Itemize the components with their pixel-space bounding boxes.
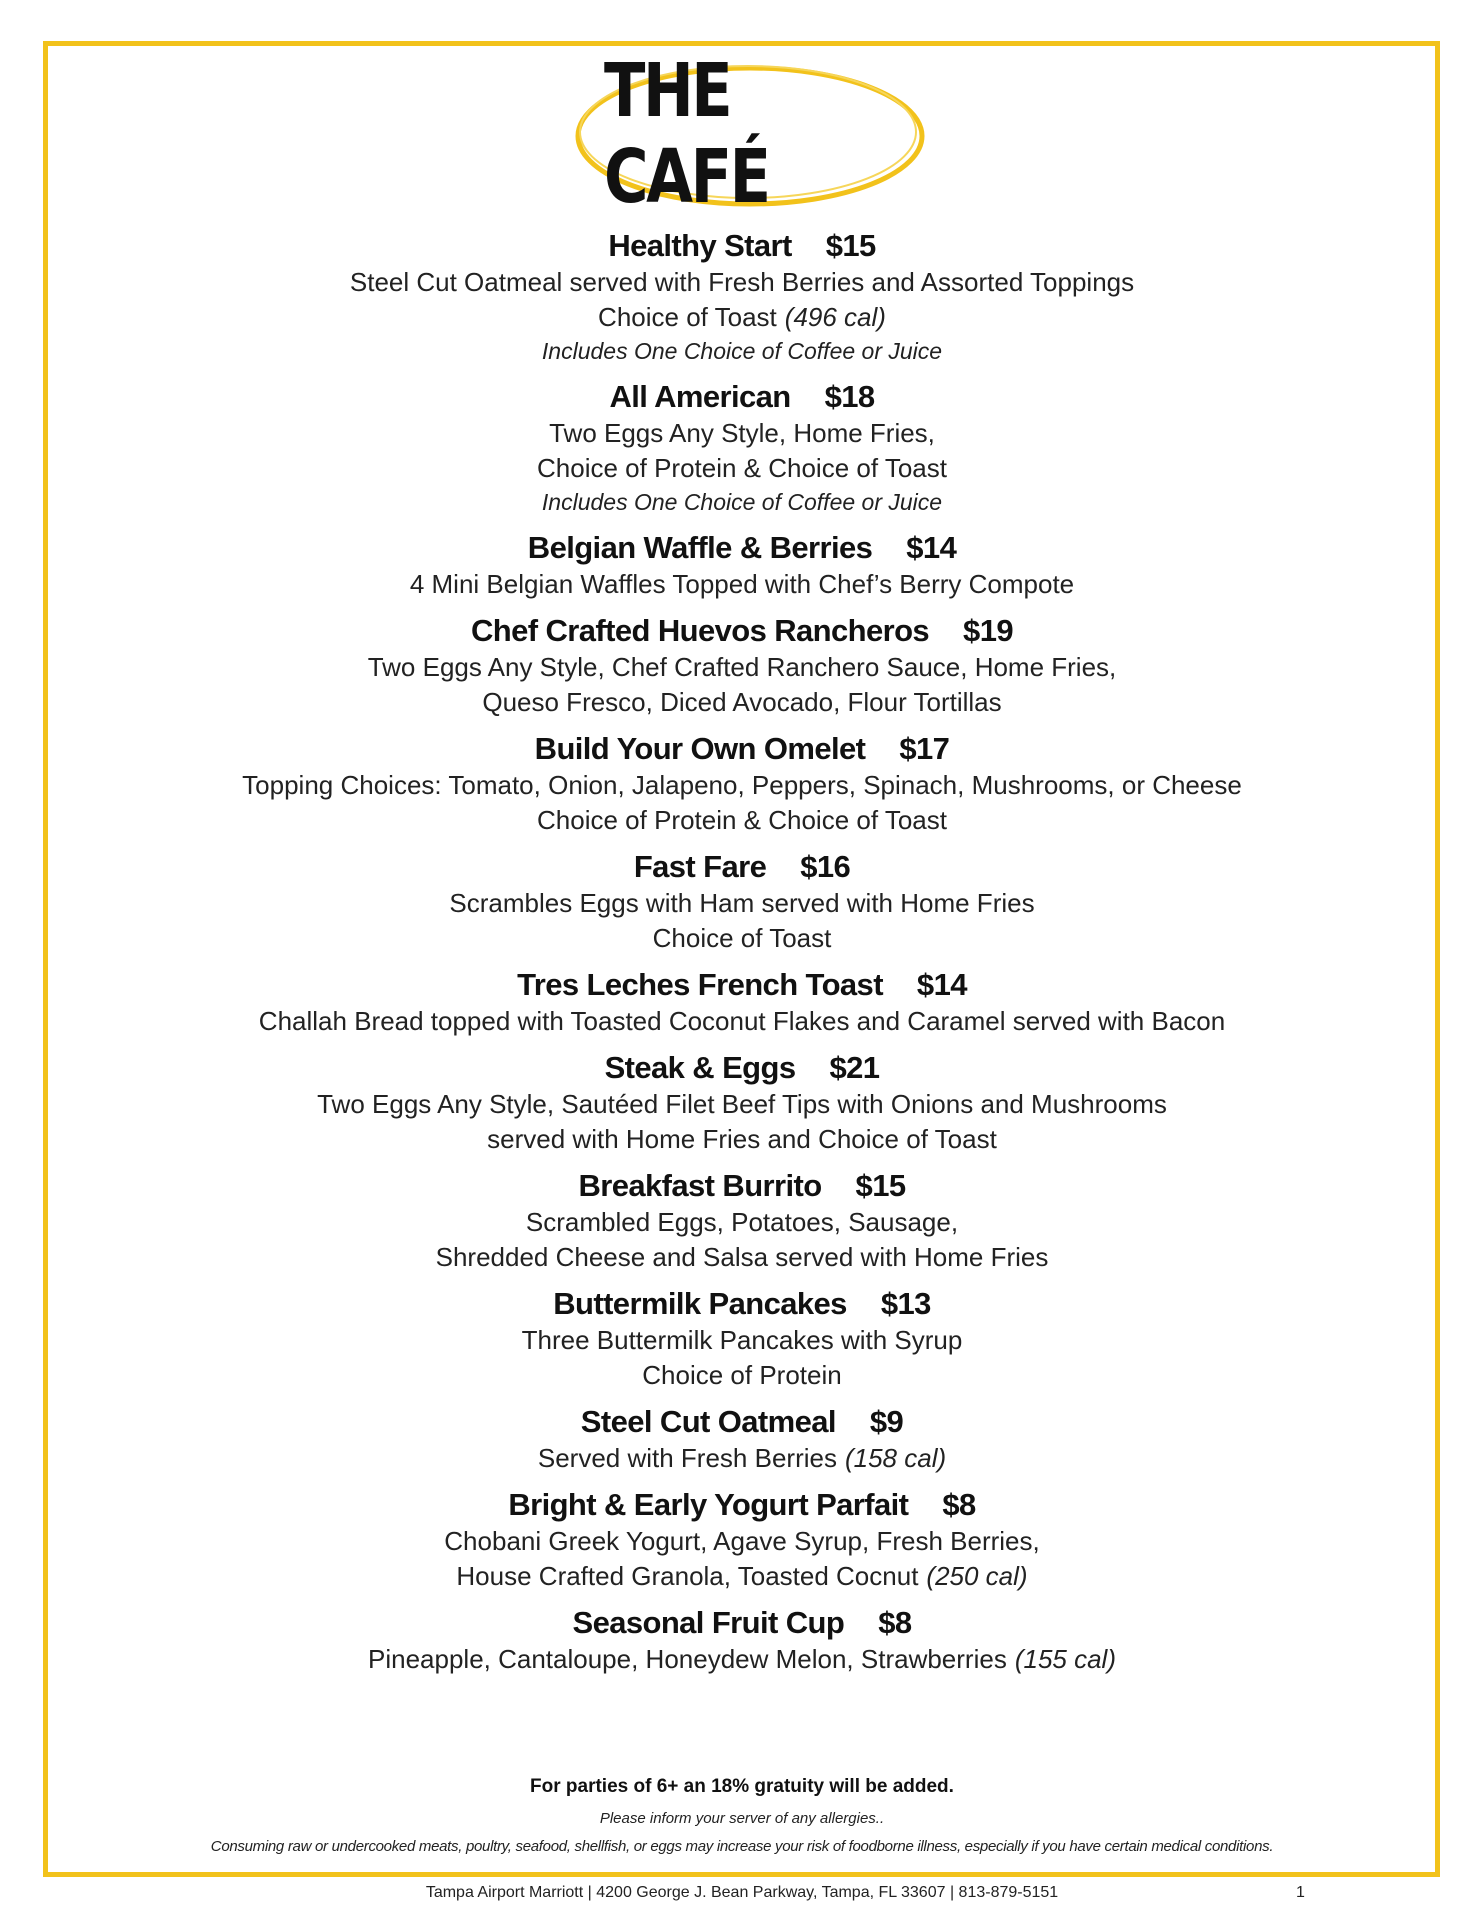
menu-item-price: $8 [942,1487,976,1522]
menu-item [48,1285,1436,1393]
menu-item [48,1403,1436,1476]
menu-item-heading [48,1403,1436,1441]
menu-item-name: All American [609,379,791,414]
menu-item [48,612,1436,720]
menu-item-price: $13 [880,1286,931,1321]
menu-item-name: Tres Leches French Toast [517,967,883,1002]
menu-item [48,529,1436,602]
menu-item-description [48,685,1436,720]
menu-item-description [48,768,1436,803]
description-text: Choice of Toast [652,923,832,953]
menu-item-note: Includes One Choice of Coffee or Juice [541,338,943,364]
restaurant-address: Tampa Airport Marriott | 4200 George J. Bean Parkway, Tampa, FL 33607 | 813-879-5151 [425,1884,1059,1901]
menu-item-description [48,1559,1436,1594]
menu-item-price: $16 [800,849,851,884]
description-text: Choice of Protein & Choice of Toast [537,453,947,483]
menu-item-name: Chef Crafted Huevos Rancheros [471,613,930,648]
menu-item-description [48,921,1436,956]
description-text: Choice of Protein & Choice of Toast [537,805,947,835]
menu-item-heading [48,612,1436,650]
menu-item-description [48,1358,1436,1393]
menu-item-heading [48,529,1436,567]
menu-item-heading [48,848,1436,886]
cafe-logo [572,48,928,220]
menu-item-description [48,1441,1436,1476]
calorie-count: (158 cal) [844,1443,947,1473]
menu-item [48,966,1436,1039]
description-text: Choice of Protein [642,1360,842,1390]
description-text: Pineapple, Cantaloupe, Honeydew Melon, Strawberries [368,1644,1007,1674]
description-text: served with Home Fries and Choice of Toast [487,1124,997,1154]
gratuity-notice: For parties of 6+ an 18% gratuity will be added. [530,1776,954,1797]
menu-item-price: $14 [916,967,967,1002]
menu-item-heading [48,1604,1436,1642]
menu-item-description [48,803,1436,838]
menu-item-name: Healthy Start [608,228,792,263]
menu-item-price: $18 [824,379,875,414]
menu-item-note: Includes One Choice of Coffee or Juice [541,489,943,515]
description-text: Two Eggs Any Style, Chef Crafted Ranchero Sauce, Home Fries, [367,652,1117,682]
menu-item-price: $15 [855,1168,906,1203]
menu-item-heading [48,1167,1436,1205]
description-text: Two Eggs Any Style, Home Fries, [549,418,935,448]
menu-item-heading [48,1285,1436,1323]
menu-item-description [48,300,1436,335]
menu-item [48,227,1436,368]
calorie-count: (250 cal) [926,1561,1028,1591]
menu-item-price: $9 [869,1404,904,1439]
menu-item-name: Steel Cut Oatmeal [580,1404,836,1439]
description-text: Three Buttermilk Pancakes with Syrup [521,1325,963,1355]
description-text: Steel Cut Oatmeal served with Fresh Berries and Assorted Toppings [349,267,1135,297]
allergy-notice: Please inform your server of any allergies.. [599,1810,885,1827]
menu-item-description [48,1642,1436,1677]
menu-item-description [48,1524,1436,1559]
menu-item-description [48,886,1436,921]
menu-item-description [48,265,1436,300]
menu-item-name: Belgian Waffle & Berries [527,530,873,565]
description-text: 4 Mini Belgian Waffles Topped with Chef’s Berry Compote [409,569,1075,599]
menu-item-name: Build Your Own Omelet [534,731,866,766]
menu-item [48,1049,1436,1157]
description-text: Chobani Greek Yogurt, Agave Syrup, Fresh Berries, [444,1526,1040,1556]
calorie-count: (496 cal) [784,302,886,332]
menu-item-description [48,1087,1436,1122]
description-text: Topping Choices: Tomato, Onion, Jalapeno, Peppers, Spinach, Mushrooms, or Cheese [242,770,1242,800]
food-safety-warning: Consuming raw or undercooked meats, poultry, seafood, shellfish, or eggs may increase your risk of foodborne illness, especially if you have certain medical conditions. [210,1838,1274,1855]
menu-item [48,848,1436,956]
description-text: Scrambles Eggs with Ham served with Home Fries [449,888,1035,918]
description-text: Served with Fresh Berries [537,1443,837,1473]
calorie-count: (155 cal) [1014,1644,1116,1674]
description-text: Two Eggs Any Style, Sautéed Filet Beef Tips with Onions and Mushrooms [317,1089,1167,1119]
menu-item-name: Steak & Eggs [604,1050,796,1085]
menu-list [48,227,1436,1687]
menu-item [48,378,1436,519]
menu-item-name: Buttermilk Pancakes [553,1286,847,1321]
description-text: Scrambled Eggs, Potatoes, Sausage, [525,1207,959,1237]
menu-item-heading [48,1486,1436,1524]
menu-item-price: $8 [878,1605,912,1640]
menu-item-heading [48,227,1436,265]
description-text: Shredded Cheese and Salsa served with Home Fries [435,1242,1049,1272]
menu-item-description [48,451,1436,486]
menu-item-description [48,1122,1436,1157]
menu-item [48,1167,1436,1275]
menu-item-name: Seasonal Fruit Cup [572,1605,845,1640]
menu-item-price: $15 [825,228,876,263]
page-number: 1 [1296,1884,1305,1901]
logo-title: THE CAFÉ [604,48,769,220]
description-text: House Crafted Granola, Toasted Cocnut [456,1561,919,1591]
menu-item-description [48,650,1436,685]
menu-item-description [48,567,1436,602]
menu-item [48,1604,1436,1677]
menu-item-heading [48,378,1436,416]
menu-item-description [48,1240,1436,1275]
menu-item-name: Bright & Early Yogurt Parfait [508,1487,909,1522]
menu-item-name: Fast Fare [633,849,767,884]
menu-item [48,1486,1436,1594]
menu-item-description [48,1004,1436,1039]
menu-item-heading [48,966,1436,1004]
menu-item-price: $19 [963,613,1013,648]
menu-item-price: $17 [899,731,950,766]
menu-item-heading [48,730,1436,768]
menu-item-price: $21 [829,1050,880,1085]
menu-item-description [48,416,1436,451]
description-text: Challah Bread topped with Toasted Coconut Flakes and Caramel served with Bacon [258,1006,1226,1036]
menu-item-description [48,1205,1436,1240]
menu-item-price: $14 [906,530,957,565]
menu-item-name: Breakfast Burrito [578,1168,822,1203]
menu-item-heading [48,1049,1436,1087]
menu-item-description [48,1323,1436,1358]
description-text: Choice of Toast [598,302,777,332]
menu-item [48,730,1436,838]
description-text: Queso Fresco, Diced Avocado, Flour Tortillas [482,687,1002,717]
